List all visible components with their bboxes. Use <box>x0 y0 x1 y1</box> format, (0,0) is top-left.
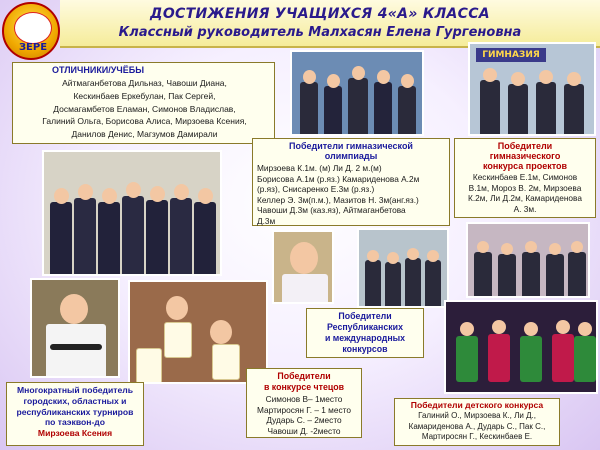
readers-heading <box>247 371 361 393</box>
list-item: Мартиросян Г. – 1 место <box>257 404 351 415</box>
gymnasium-sign: ГИМНАЗИЯ <box>476 48 546 62</box>
list-item: Кескинбаев Е.1м, Симонов <box>472 172 578 182</box>
children-contest-heading: Победители детского конкурса <box>410 400 544 410</box>
children-contest-box <box>394 398 560 446</box>
photo-project-winners <box>468 42 596 136</box>
list-item: (р.яз), Снисаренко Е.3м (р.яз.) <box>257 184 375 194</box>
logo-text: ЗЕРЕ <box>18 42 48 53</box>
list-item: Камариденова А., Дударь С., Пак С., <box>408 421 546 431</box>
list-item: Дударь С. – 2место <box>266 415 342 426</box>
children-contest-list <box>395 411 559 443</box>
taekwondo-heading <box>7 385 143 428</box>
list-item: К.2м, Ли Д.2м, Камариденова <box>468 193 582 203</box>
school-logo <box>2 2 60 60</box>
heading-line: олимпиады <box>324 151 378 161</box>
photo-republican-winners <box>357 228 449 308</box>
list-item: Айтмаганбетова Дильназ, Чавоши Диана, <box>62 78 227 88</box>
list-item: Досмагамбетов Еламан, Симонов Владислав, <box>53 103 236 114</box>
photo-class-right <box>466 222 590 298</box>
projects-list <box>455 172 595 214</box>
heading-line: конкурсов <box>342 344 388 354</box>
list-item: Симонов В– 1место <box>265 394 343 404</box>
list-item: А. 3м. <box>513 203 537 214</box>
republican-heading <box>307 311 423 355</box>
list-item: Чавоши Д. -2место <box>267 425 341 436</box>
heading-line: Победители <box>338 311 392 321</box>
olympiad-list <box>253 163 449 226</box>
photo-children-contest <box>444 300 598 394</box>
list-item: Кескинбаев Еркебулан, Пак Сергей, <box>73 90 216 101</box>
excellent-list <box>13 77 276 141</box>
list-item: В.1м, Мороз В. 2м, Мирзоева <box>468 182 582 193</box>
list-item: Келлер Э. 3м(п.м.), Мазитов Н. 3м(анг.яз.) <box>257 194 419 205</box>
heading-line: Победители <box>277 371 331 381</box>
photo-class-group <box>42 150 222 276</box>
readers-list <box>247 394 361 436</box>
readers-contest-box <box>246 368 362 438</box>
projects-heading <box>455 141 595 171</box>
taekwondo-box <box>6 382 144 446</box>
photo-girl-portrait <box>272 230 334 304</box>
olympiad-winners-box <box>252 138 450 226</box>
logo-emblem <box>14 12 52 44</box>
heading-line: в конкурсе чтецов <box>263 382 345 392</box>
heading-line: городских, областных и <box>23 395 127 406</box>
list-item: Борисова А.1м (р.яз.) Камариденова А.2м <box>257 173 420 184</box>
heading-line: Победители <box>497 141 553 151</box>
list-item: Д.3м <box>257 215 276 226</box>
olympiad-heading <box>253 141 449 161</box>
taekwondo-winner-name: Мирзоева Ксения <box>37 428 113 439</box>
list-item: Галиний Ольга, Борисова Алиса, Мирзоева Ксения, <box>42 116 247 127</box>
list-item: Мирзоева К.1м. (м) Ли Д. 2 м.(м) <box>257 163 382 173</box>
list-item: Чавоши Д.3м (каз.яз), Айтмаганбетова <box>257 205 406 215</box>
heading-line: и международных <box>324 333 406 343</box>
project-winners-box <box>454 138 596 218</box>
list-item: Мартиросян Г., Кескинбаев Е. <box>421 432 533 441</box>
heading-line: Республиканских <box>327 322 403 332</box>
page-subtitle: Классный руководитель Малхасян Елена Гургеновна <box>118 25 522 40</box>
heading-line: Многократный победитель <box>16 385 134 395</box>
republican-winners-box <box>306 308 424 358</box>
heading-line: республиканских турниров <box>16 406 134 417</box>
excellent-heading: ОТЛИЧНИКИ/УЧЁБЫ <box>51 65 145 75</box>
heading-line: Победители гимназической <box>289 141 413 151</box>
list-item: Данилов Денис, Магзумов Дамирали <box>71 129 218 140</box>
heading-line: конкурса проектов <box>482 161 568 171</box>
photo-taekwondo <box>30 278 120 378</box>
photo-olympiad-winners <box>290 50 424 136</box>
heading-line: по таэквон-до <box>44 417 106 428</box>
list-item: Галиний О., Мирзоева К., Ли Д., <box>418 411 536 420</box>
excellent-students-box <box>12 62 275 144</box>
page-title: ДОСТИЖЕНИЯ УЧАЩИХСЯ 4«А» КЛАССА <box>150 6 490 22</box>
heading-line: гимназического <box>489 151 561 161</box>
